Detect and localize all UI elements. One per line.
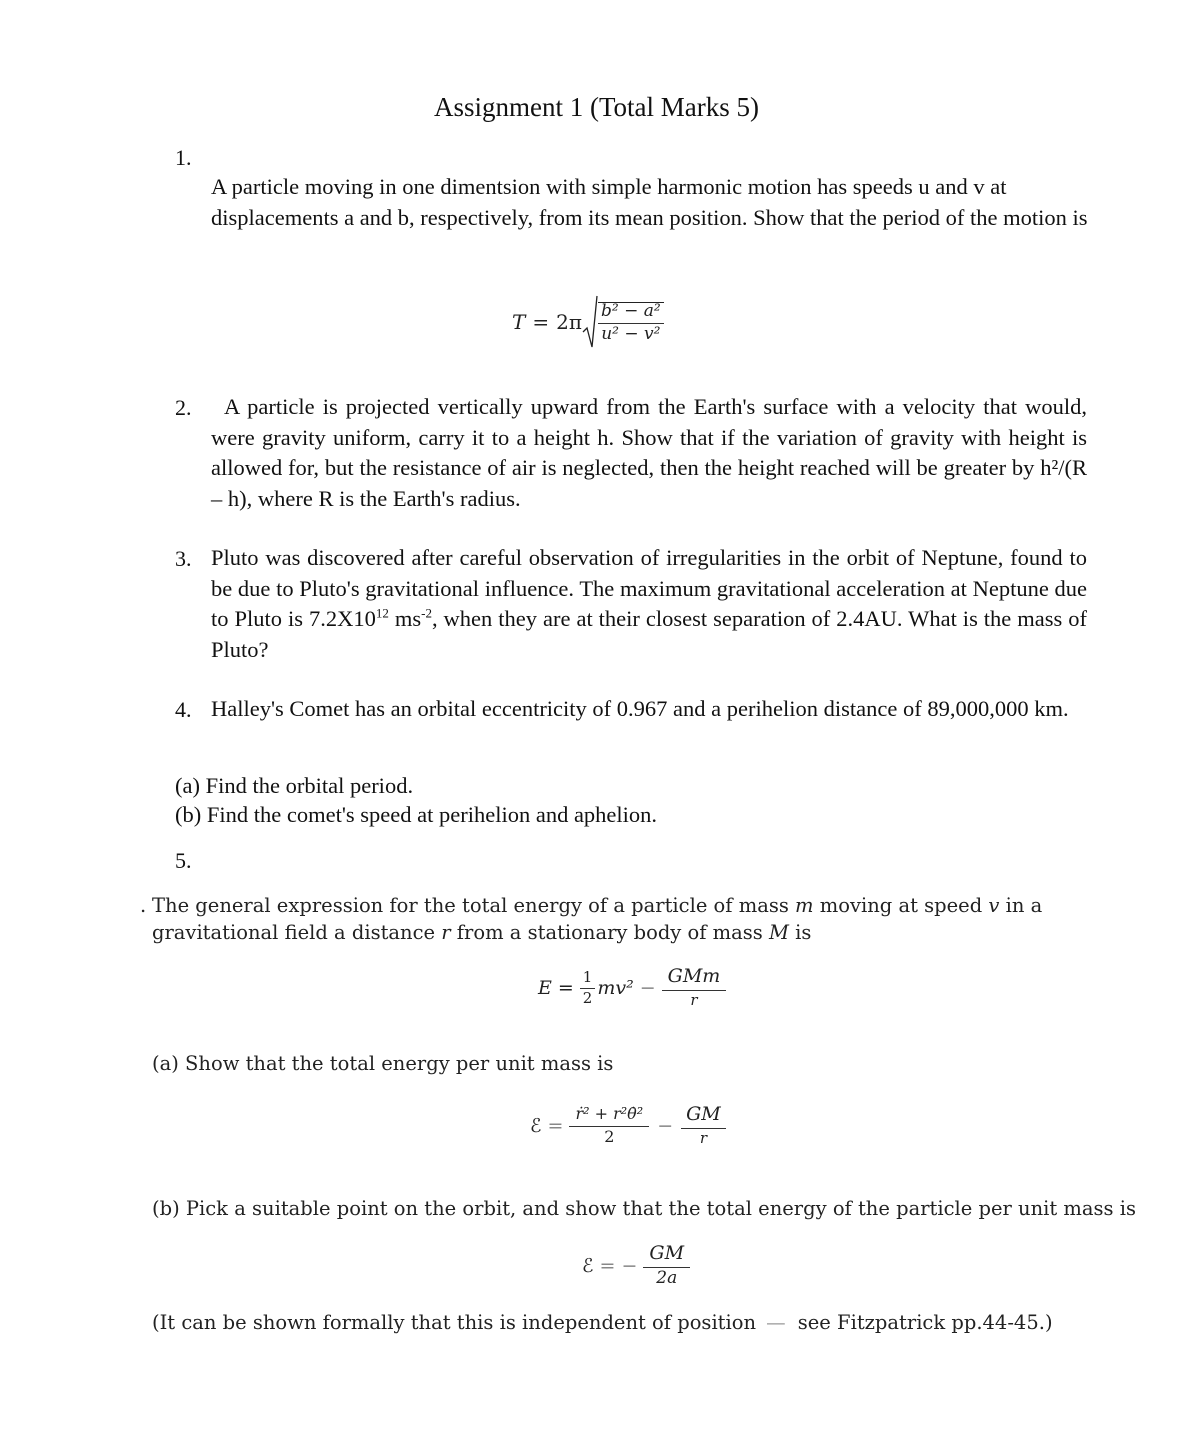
intro-text: The general expression for the total energy of a particle of mass: [152, 894, 796, 917]
question-4-number: 4.: [175, 697, 192, 722]
specific-potential-denominator: r: [699, 1129, 708, 1148]
question-4-part-a: (a) Find the orbital period.: [175, 773, 414, 798]
question-3-exponent-minus-2: -2: [421, 605, 432, 621]
half-denominator: 2: [582, 988, 593, 1007]
question-5-note: [152, 1309, 1053, 1336]
question-5-part-a: (a) Show that the total energy per unit mass is: [152, 1052, 614, 1075]
question-3-exponent-12: 12: [375, 605, 389, 621]
kinetic-numerator: ṙ² + r²θ̇²: [569, 1106, 649, 1127]
energy-minus: −: [639, 977, 656, 999]
var-m: m: [795, 894, 814, 917]
specific-energy-equals: =: [547, 1115, 564, 1137]
orbit-energy-numerator: GM: [643, 1244, 690, 1268]
question-3-text: [211, 543, 1087, 665]
question-1-number: 1.: [175, 145, 192, 170]
list-bullet: .: [140, 894, 147, 917]
period-equation: [512, 292, 664, 352]
specific-energy-lhs: ℰ: [530, 1115, 542, 1137]
intro-text: moving at speed: [813, 894, 989, 917]
period-fraction: [598, 302, 664, 344]
kinetic-fraction: [569, 1106, 649, 1146]
specific-energy-minus: −: [657, 1115, 674, 1137]
note-dash: —: [766, 1311, 786, 1334]
intro-text: from a stationary body of mass: [450, 921, 770, 944]
orbit-energy-fraction: [643, 1244, 690, 1288]
orbit-energy-equation: [582, 1240, 690, 1292]
kinetic-denominator: 2: [604, 1127, 615, 1146]
half-fraction: [580, 967, 596, 1007]
question-4-text: Halley's Comet has an orbital eccentricity of 0.967 and a perihelion distance of 89,000,000 km.: [211, 696, 1069, 721]
period-equals: =: [532, 310, 550, 334]
specific-potential-numerator: GM: [681, 1105, 726, 1129]
period-denominator: u² − v²: [601, 324, 661, 344]
period-numerator: b² − a²: [598, 303, 664, 324]
question-4-part-b: (b) Find the comet's speed at perihelion and aphelion.: [175, 802, 658, 827]
potential-denominator: r: [690, 991, 698, 1010]
question-5-part-b: (b) Pick a suitable point on the orbit, and show that the total energy of the particle per unit mass is: [152, 1197, 1137, 1220]
potential-fraction: [662, 967, 727, 1009]
orbit-energy-lhs: ℰ: [582, 1255, 594, 1277]
question-3-text-part: Pluto was discovered after careful observation of irregularities in the orbit of Neptune, found to be due to Pluto's gravitational influence. The maximum gravitational acceleration at Neptune due to Pluto is 7.2X10: [211, 545, 1087, 631]
orbit-energy-denominator: 2a: [656, 1268, 678, 1289]
note-text: (It can be shown formally that this is independent of position: [152, 1311, 757, 1334]
note-text: see Fitzpatrick pp.44-45.): [791, 1311, 1053, 1334]
var-v: v: [988, 894, 1000, 917]
specific-energy-equation: [530, 1100, 726, 1152]
question-3-number: 3.: [175, 546, 192, 571]
sqrt-radical-icon: [582, 294, 598, 350]
var-M: M: [769, 921, 789, 944]
half-numerator: 1: [580, 970, 596, 989]
question-1-text: A particle moving in one dimentsion with simple harmonic motion has speeds u and v at displacements a and b, respectively, from its mean position. Show that the period of the motion is: [211, 174, 1088, 230]
period-coef: 2π: [556, 310, 582, 334]
page-title: Assignment 1 (Total Marks 5): [433, 92, 760, 122]
specific-potential-fraction: [681, 1105, 726, 1147]
question-2-text: A particle is projected vertically upward from the Earth's surface with a velocity that would, were gravity uniform, carry it to a height h. Show that if the variation of gravity with height is allowed for, but the resistance of air is neglected, then the height reached will be greater by h²/(R – h), where R is the Earth's radius.: [211, 394, 1087, 511]
question-2-number: 2.: [175, 395, 192, 420]
question-3-unit: ms: [388, 606, 422, 631]
energy-lhs: E: [538, 977, 552, 999]
question-5-intro: [152, 892, 1127, 946]
intro-text: in a gravitational field a distance: [152, 894, 1043, 944]
period-lhs: T: [512, 310, 526, 334]
intro-text: is: [788, 921, 812, 944]
energy-equals: =: [557, 977, 574, 999]
question-5-number: 5.: [175, 848, 192, 873]
potential-numerator: GMm: [662, 967, 727, 991]
var-r: r: [441, 921, 451, 944]
energy-equation: [538, 962, 726, 1014]
orbit-energy-equals: = −: [599, 1255, 638, 1277]
question-3-text-end: , when they are at their closest separation of 2.4AU. What is the mass of Pluto?: [211, 606, 1088, 662]
kinetic-term: mv²: [597, 977, 634, 999]
